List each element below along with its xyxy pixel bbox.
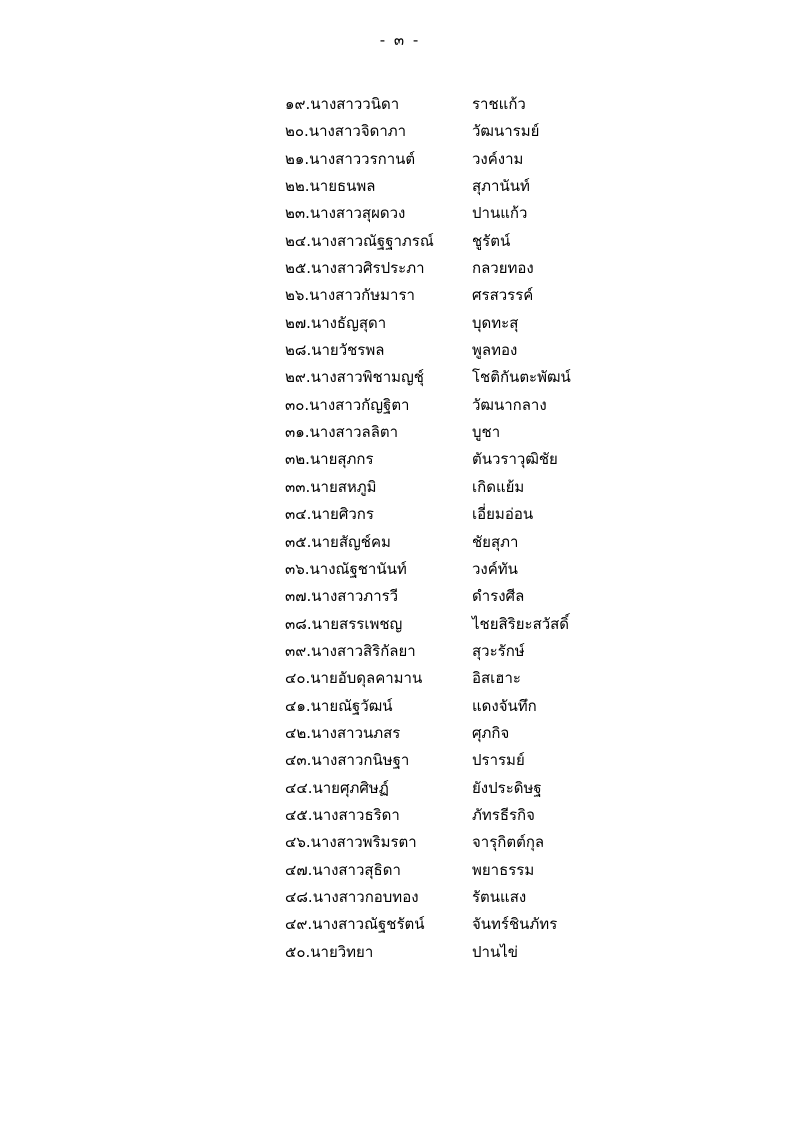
surname: รัตนแสง: [472, 887, 527, 906]
surname: ปานแก้ว: [472, 204, 528, 223]
list-item: [285, 939, 605, 966]
given-name: ๒๐.นางสาวจิดาภา: [285, 122, 407, 141]
list-item: [285, 91, 605, 118]
given-name: ๓๖.นางณัฐชานันท์: [285, 559, 407, 578]
list-item: [285, 802, 605, 829]
given-name: ๔๑.นายณัฐวัฒน์: [285, 696, 393, 715]
list-item: [285, 583, 605, 610]
surname: เอี่ยมอ่อน: [472, 505, 534, 524]
given-name: ๓๔.นายศิวกร: [285, 505, 374, 524]
list-item: [285, 337, 605, 364]
given-name: ๒๕.นางสาวศิรประภา: [285, 259, 425, 278]
surname: ไชยสิริยะสวัสดิ์: [472, 614, 570, 633]
surname: ชูรัตน์: [472, 231, 511, 250]
list-item: [285, 638, 605, 665]
given-name: ๒๒.นายธนพล: [285, 177, 376, 196]
list-item: [285, 419, 605, 446]
given-name: ๔๘.นางสาวกอบทอง: [285, 887, 419, 906]
given-name: ๔๗.นางสาวสุธิดา: [285, 860, 401, 879]
surname: วงค์ทัน: [472, 559, 518, 578]
list-item: [285, 829, 605, 856]
surname: ศุภกิจ: [472, 723, 510, 742]
surname: วงค์งาม: [472, 149, 524, 168]
given-name: ๔๖.นางสาวพริมรตา: [285, 833, 417, 852]
given-name: ๑๙.นางสาววนิดา: [285, 95, 400, 113]
list-item: [285, 884, 605, 911]
surname: สุภานันท์: [472, 177, 530, 196]
surname: จันทร์ชินภัทร: [472, 915, 558, 934]
name-list: [285, 91, 605, 966]
given-name: ๓๗.นางสาวภารวี: [285, 587, 399, 606]
surname: วัฒนากลาง: [472, 395, 547, 414]
given-name: ๔๒.นางสาวนภสร: [285, 723, 401, 742]
given-name: ๓๐.นางสาวกัญฐิตา: [285, 395, 410, 414]
given-name: ๒๖.นางสาวกัษมารา: [285, 286, 415, 305]
list-item: [285, 364, 605, 391]
given-name: ๒๘.นายวัชรพล: [285, 341, 385, 360]
surname: บุดทะสุ: [472, 313, 519, 332]
surname: ชัยสุภา: [472, 532, 519, 551]
given-name: ๓๒.นายสุภกร: [285, 450, 374, 469]
list-item: [285, 200, 605, 227]
page-number: - ๓ -: [379, 31, 421, 49]
given-name: ๓๓.นายสหภูมิ: [285, 477, 377, 496]
list-item: [285, 173, 605, 200]
list-item: [285, 474, 605, 501]
surname: อิสเฮาะ: [472, 669, 521, 688]
surname: จารุกิตต์กุล: [472, 833, 545, 852]
list-item: [285, 775, 605, 802]
list-item: [285, 556, 605, 583]
surname: พยาธรรม: [472, 860, 535, 879]
list-item: [285, 501, 605, 528]
list-item: [285, 611, 605, 638]
surname: กลวยทอง: [472, 259, 534, 278]
given-name: ๓๕.นายสัญช์คม: [285, 532, 391, 551]
list-item: [285, 446, 605, 473]
given-name: ๒๓.นางสาวสุผดวง: [285, 204, 406, 223]
given-name: ๒๑.นางสาววรกานต์: [285, 149, 416, 168]
given-name: ๒๙.นางสาวพิชามญชุ์: [285, 368, 424, 387]
given-name: ๔๐.นายอับดุลคามาน: [285, 669, 423, 688]
surname: ภัทรธีรกิจ: [472, 805, 535, 824]
surname: ยังประดิษฐ: [472, 778, 542, 797]
given-name: ๓๙.นางสาวสิริกัลยา: [285, 641, 416, 660]
surname: ปานไข่: [472, 942, 518, 961]
list-item: [285, 529, 605, 556]
given-name: ๔๓.นางสาวกนิษฐา: [285, 751, 410, 770]
surname: แดงจันทึก: [472, 696, 537, 715]
surname: ราชแก้ว: [472, 95, 526, 113]
given-name: ๓๑.นางสาวลลิตา: [285, 423, 399, 442]
surname: เกิดแย้ม: [472, 477, 525, 496]
surname: บูชา: [472, 423, 501, 442]
list-item: [285, 392, 605, 419]
given-name: ๕๐.นายวิทยา: [285, 942, 374, 961]
given-name: ๒๗.นางธัญสุดา: [285, 313, 387, 332]
surname: ศรสวรรค์: [472, 286, 534, 305]
list-item: [285, 720, 605, 747]
list-item: [285, 665, 605, 692]
list-item: [285, 693, 605, 720]
given-name: ๔๙.นางสาวณัฐชรัตน์: [285, 915, 425, 934]
surname: สุวะรักษ์: [472, 641, 525, 660]
list-item: [285, 282, 605, 309]
list-item: [285, 146, 605, 173]
list-item: [285, 747, 605, 774]
surname: ดำรงศีล: [472, 587, 525, 606]
given-name: ๔๕.นางสาวธริดา: [285, 805, 400, 824]
list-item: [285, 255, 605, 282]
surname: โชติกันตะพัฒน์: [472, 368, 571, 387]
list-item: [285, 310, 605, 337]
surname: ปรารมย์: [472, 751, 525, 770]
list-item: [285, 911, 605, 938]
surname: พูลทอง: [472, 341, 518, 360]
surname: ตันวราวุฒิชัย: [472, 450, 558, 469]
given-name: ๒๔.นางสาวณัฐฐาภรณ์: [285, 231, 434, 250]
surname: วัฒนารมย์: [472, 122, 540, 141]
list-item: [285, 857, 605, 884]
given-name: ๓๘.นายสรรเพชญ: [285, 614, 403, 633]
list-item: [285, 228, 605, 255]
list-item: [285, 118, 605, 145]
given-name: ๔๔.นายศุภศิษฏ์: [285, 778, 389, 797]
